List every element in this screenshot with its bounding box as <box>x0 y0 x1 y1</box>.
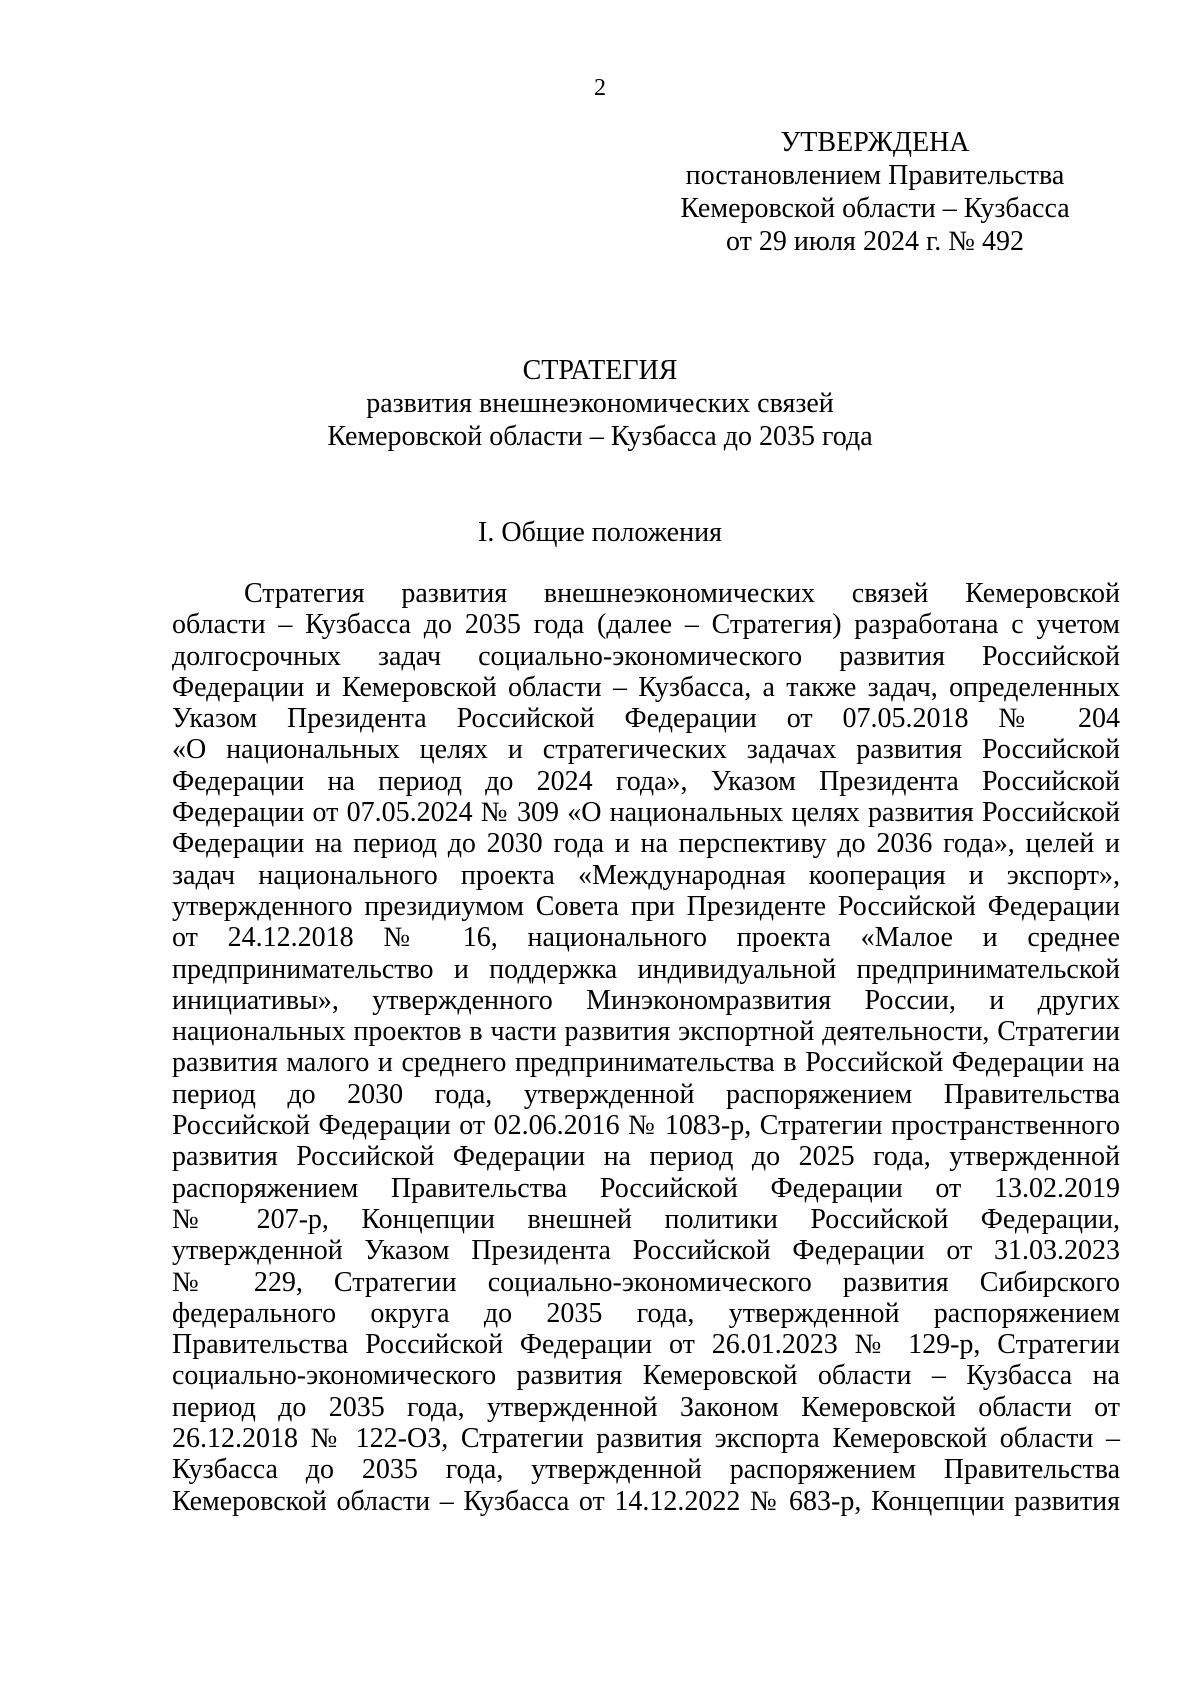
paragraph-line: Российской Федерации от 02.06.2016 № 1083-р, Стратегии пространственного <box>172 1110 1120 1142</box>
document-title-block <box>0 354 1200 453</box>
paragraph-line: № 229, Стратегии социально-экономического развития Сибирского <box>172 1266 1120 1298</box>
approval-region-line: Кемеровской области – Кузбасса <box>680 193 1070 224</box>
approval-resolution-line: постановлением Правительства <box>685 160 1065 191</box>
paragraph-line: задач национального проекта «Международная кооперация и экспорт», <box>172 859 1120 891</box>
paragraph-line: социально-экономического развития Кемеровской области – Кузбасса на <box>172 1360 1120 1392</box>
paragraph-line: Кемеровской области – Кузбасса от 14.12.2022 № 683-р, Концепции развития <box>172 1485 1120 1517</box>
paragraph-line: развития малого и среднего предпринимательства в Российской Федерации на <box>172 1047 1120 1079</box>
paragraph-line: Указом Президента Российской Федерации от 07.05.2018 № 204 <box>172 703 1120 735</box>
paragraph-line: период до 2030 года, утвержденной распоряжением Правительства <box>172 1078 1120 1110</box>
paragraph-line: Кузбасса до 2035 года, утвержденной распоряжением Правительства <box>172 1454 1120 1486</box>
paragraph-line: предпринимательство и поддержка индивидуальной предпринимательской <box>172 953 1120 985</box>
body-paragraph <box>172 578 1120 1517</box>
document-title: СТРАТЕГИЯ <box>522 355 678 386</box>
paragraph-line: 26.12.2018 № 122-ОЗ, Стратегии развития экспорта Кемеровской области – <box>172 1423 1120 1455</box>
paragraph-line: период до 2035 года, утвержденной Законом Кемеровской области от <box>172 1391 1120 1423</box>
paragraph-line: развития Российской Федерации на период до 2025 года, утвержденной <box>172 1141 1120 1173</box>
section-heading: I. Общие положения <box>478 517 722 548</box>
document-subtitle-line-2: Кемеровской области – Кузбасса до 2035 года <box>327 421 873 452</box>
paragraph-line: долгосрочных задач социально-экономического развития Российской <box>172 640 1120 672</box>
paragraph-line: национальных проектов в части развития экспортной деятельности, Стратегии <box>172 1016 1120 1048</box>
paragraph-line: распоряжением Правительства Российской Федерации от 13.02.2019 <box>172 1172 1120 1204</box>
paragraph-line: Федерации от 07.05.2024 № 309 «О национальных целях развития Российской <box>172 797 1120 829</box>
document-subtitle-line-1: развития внешнеэкономических связей <box>366 388 834 419</box>
paragraph-line: федерального округа до 2035 года, утвержденной распоряжением <box>172 1297 1120 1329</box>
paragraph-line: Правительства Российской Федерации от 26.01.2023 № 129-р, Стратегии <box>172 1329 1120 1361</box>
paragraph-line: Федерации и Кемеровской области – Кузбасса, а также задач, определенных <box>172 671 1120 703</box>
approval-date-number: от 29 июля 2024 г. № 492 <box>726 226 1024 257</box>
paragraph-line: Федерации на период до 2024 года», Указом Президента Российской <box>172 765 1120 797</box>
paragraph-line: утвержденной Указом Президента Российской Федерации от 31.03.2023 <box>172 1235 1120 1267</box>
paragraph-line: инициативы», утвержденного Минэкономразвития России, и других <box>172 984 1120 1016</box>
paragraph-line: от 24.12.2018 № 16, национального проекта «Малое и среднее <box>172 922 1120 954</box>
paragraph-line: области – Кузбасса до 2035 года (далее – Стратегия) разработана с учетом <box>172 609 1120 641</box>
approval-stamp-block <box>640 126 1110 258</box>
paragraph-line: Федерации на период до 2030 года и на перспективу до 2036 года», целей и <box>172 828 1120 860</box>
paragraph-line: № 207-р, Концепции внешней политики Российской Федерации, <box>172 1203 1120 1235</box>
page-number: 2 <box>594 75 606 101</box>
paragraph-line: «О национальных целях и стратегических задачах развития Российской <box>172 734 1120 766</box>
approval-title: УТВЕРЖДЕНА <box>780 127 970 158</box>
paragraph-line: утвержденного президиумом Совета при Президенте Российской Федерации <box>172 890 1120 922</box>
paragraph-line: Стратегия развития внешнеэкономических связей Кемеровской <box>244 578 1120 609</box>
